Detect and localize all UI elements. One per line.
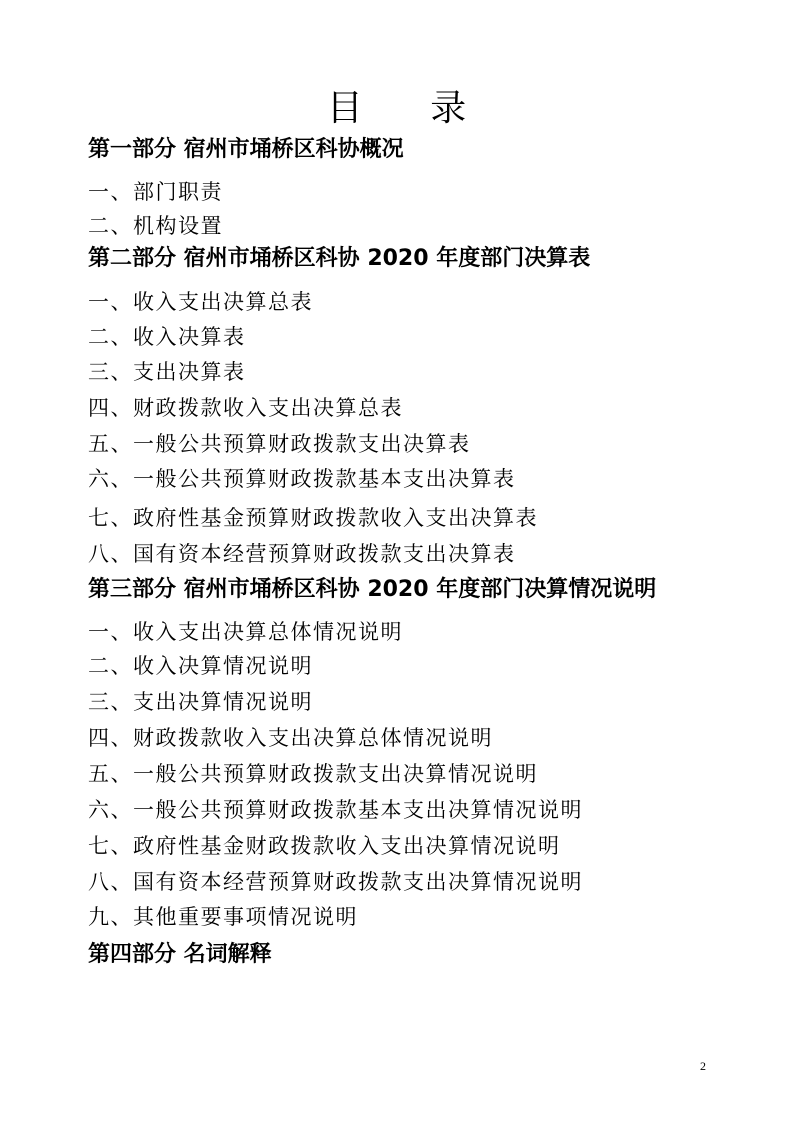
toc-item: 三、支出决算表 <box>88 360 246 384</box>
page-number: 2 <box>700 1059 706 1073</box>
toc-item: 八、国有资本经营预算财政拨款支出决算情况说明 <box>88 870 583 894</box>
toc-item: 四、财政拨款收入支出决算总体情况说明 <box>88 726 493 750</box>
toc-item: 四、财政拨款收入支出决算总表 <box>88 396 403 420</box>
toc-item: 三、支出决算情况说明 <box>88 690 313 714</box>
part-3-heading: 第三部分 宿州市埇桥区科协 2020 年度部门决算情况说明 <box>88 577 657 602</box>
part-2-heading: 第二部分 宿州市埇桥区科协 2020 年度部门决算表 <box>88 246 591 271</box>
toc-item: 一、收入支出决算总表 <box>88 290 313 314</box>
toc-item: 六、一般公共预算财政拨款基本支出决算表 <box>88 467 516 491</box>
toc-item: 九、其他重要事项情况说明 <box>88 905 358 929</box>
toc-item: 二、收入决算情况说明 <box>88 654 313 678</box>
toc-item: 六、一般公共预算财政拨款基本支出决算情况说明 <box>88 798 583 822</box>
toc-item: 七、政府性基金财政拨款收入支出决算情况说明 <box>88 834 561 858</box>
part-1-heading: 第一部分 宿州市埇桥区科协概况 <box>88 137 404 162</box>
toc-item: 二、收入决算表 <box>88 325 246 349</box>
toc-item: 五、一般公共预算财政拨款支出决算情况说明 <box>88 762 538 786</box>
toc-item: 七、政府性基金预算财政拨款收入支出决算表 <box>88 506 538 530</box>
toc-item: 一、部门职责 <box>88 180 223 204</box>
part-4-heading: 第四部分 名词解释 <box>88 942 272 967</box>
page-title: 目 录 <box>326 88 495 129</box>
toc-item: 八、国有资本经营预算财政拨款支出决算表 <box>88 542 516 566</box>
toc-item: 一、收入支出决算总体情况说明 <box>88 620 403 644</box>
toc-item: 五、一般公共预算财政拨款支出决算表 <box>88 432 471 456</box>
toc-item: 二、机构设置 <box>88 214 223 238</box>
